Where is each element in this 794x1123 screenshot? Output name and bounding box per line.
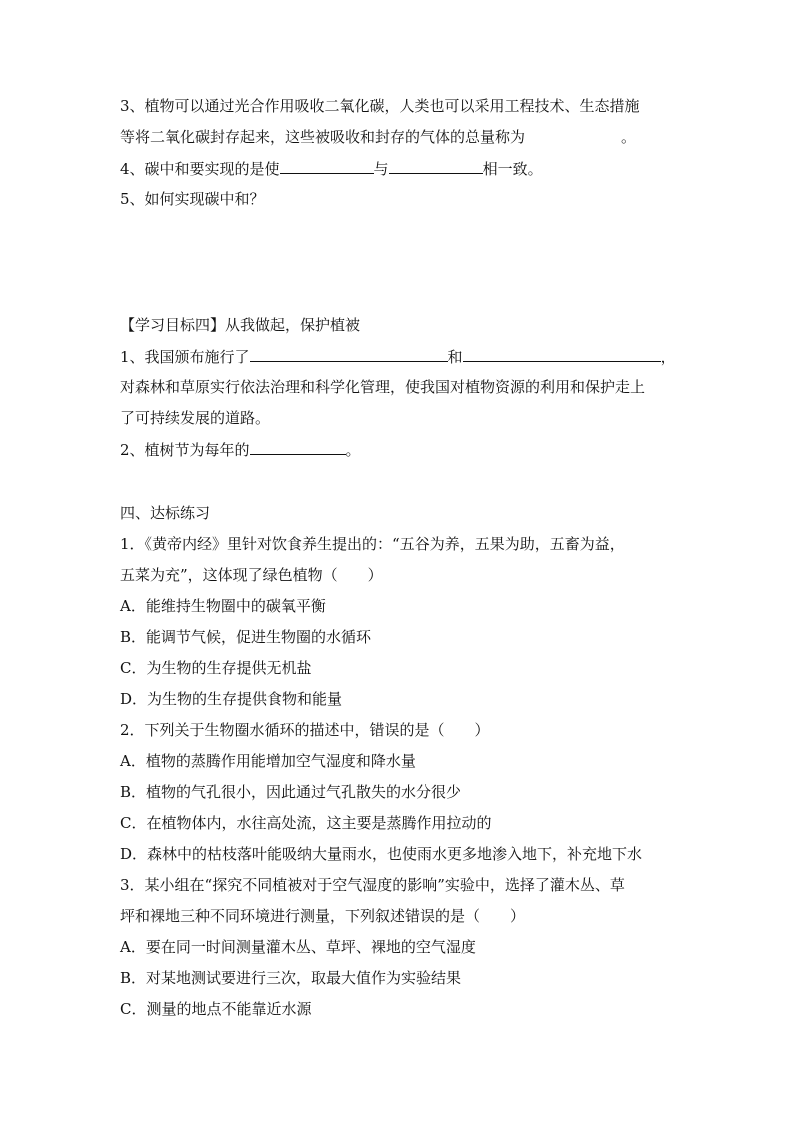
practice-q2-option-b: B．植物的气孔很小，因此通过气孔散失的水分很少 [120, 783, 462, 801]
q3-line-2 [120, 126, 636, 148]
practice-q3-option-c: C．测量的地点不能靠近水源 [120, 1000, 312, 1018]
q4-text-a: 4、碳中和要实现的是使 [120, 160, 280, 178]
goal4-q2-line [120, 438, 361, 460]
practice-q1-option-a: A．能维持生物圈中的碳氧平衡 [120, 597, 326, 615]
goal4-q1-text-a: 1、我国颁布施行了 [120, 348, 250, 366]
practice-q1-line-1: 1．《黄帝内经》里针对饮食养生提出的：“五谷为养，五果为助，五畜为益， [120, 535, 625, 553]
practice-q2-option-a: A．植物的蒸腾作用能增加空气湿度和降水量 [120, 752, 416, 770]
practice-q3-line-2: 坪和裸地三种不同环境进行测量，下列叙述错误的是（ ） [120, 907, 526, 925]
practice-q3-option-b: B．对某地测试要进行三次，取最大值作为实验结果 [120, 969, 462, 987]
q3-text: 等将二氧化碳封存起来，这些被吸收和封存的气体的总量称为 [120, 128, 526, 146]
q4-blank-2[interactable] [389, 157, 483, 174]
q4-line [120, 157, 543, 179]
goal4-q2-text-a: 2、植树节为每年的 [120, 441, 250, 459]
practice-q1-option-b: B．能调节气候，促进生物圈的水循环 [120, 628, 372, 646]
practice-q2-option-c: C．在植物体内，水往高处流，这主要是蒸腾作用拉动的 [120, 814, 492, 832]
practice-q3-line-1: 3．某小组在“探究不同植被对于空气湿度的影响”实验中，选择了灌木丛、草 [120, 876, 625, 894]
q5-line: 5、如何实现碳中和？ [120, 190, 265, 208]
practice-q2-line-1: 2．下列关于生物圈水循环的描述中，错误的是（ ） [120, 721, 490, 739]
goal4-q1-blank-2[interactable] [463, 345, 661, 362]
goal4-q1-text-b: 和 [447, 348, 463, 366]
goal4-q2-text-b: 。 [345, 441, 361, 459]
q3-line-1: 3、植物可以通过光合作用吸收二氧化碳，人类也可以采用工程技术、生态措施 [120, 97, 640, 115]
practice-q1-option-c: C．为生物的生存提供无机盐 [120, 659, 312, 677]
q4-blank-1[interactable] [280, 157, 374, 174]
goal4-q1-line-2: 对森林和草原实行依法治理和科学化管理，使我国对植物资源的利用和保护走上 [120, 378, 646, 396]
goal4-heading: 【学习目标四】从我做起，保护植被 [120, 316, 361, 334]
practice-q3-option-a: A．要在同一时间测量灌木丛、草坪、裸地的空气湿度 [120, 938, 476, 956]
practice-q1-line-2: 五菜为充”，这体现了绿色植物（ ） [120, 566, 383, 584]
practice-heading: 四、达标练习 [120, 504, 211, 522]
goal4-q1-line-1 [120, 345, 676, 367]
goal4-q1-line-3: 了可持续发展的道路。 [120, 409, 271, 427]
practice-q2-option-d: D．森林中的枯枝落叶能吸纳大量雨水，也使雨水更多地渗入地下，补充地下水 [120, 845, 643, 863]
goal4-q2-blank[interactable] [250, 438, 346, 455]
q4-text-b: 与 [373, 160, 389, 178]
goal4-q1-text-c: ， [660, 348, 676, 366]
goal4-q1-blank-1[interactable] [250, 345, 448, 362]
practice-q1-option-d: D．为生物的生存提供食物和能量 [120, 690, 343, 708]
q4-text-c: 相一致。 [482, 160, 543, 178]
q3-period: 。 [621, 128, 637, 146]
